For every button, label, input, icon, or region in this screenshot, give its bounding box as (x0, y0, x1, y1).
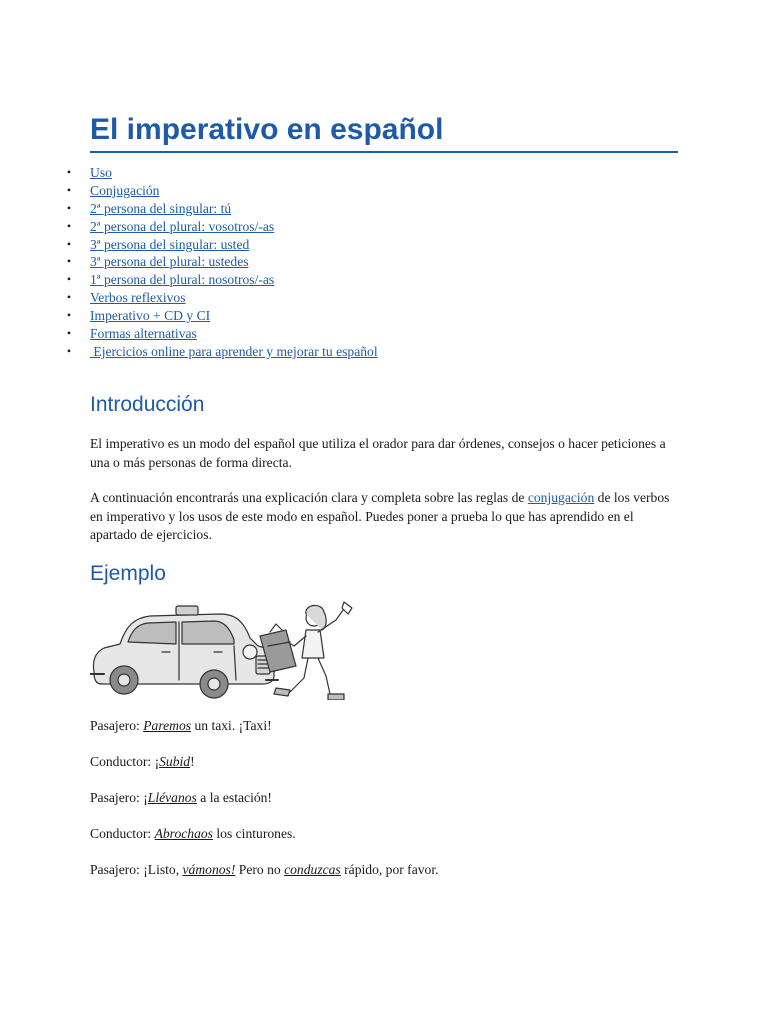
dialog-speaker: Conductor: (90, 754, 155, 769)
bullet-icon: • (66, 308, 72, 323)
toc-link-ejercicios[interactable]: Ejercicios online para aprender y mejorar tu español (90, 343, 378, 359)
dialog-line-1 (90, 717, 272, 735)
taxi-passenger-illustration (90, 600, 358, 700)
intro-paragraph-2-end: de los verbos en imperativo y los usos de este modo en español. Puedes poner a prueba lo que has aprendido en el apartado de ejercicios. (90, 490, 670, 542)
toc-link-tercera-plural[interactable]: 3ª persona del plural: ustedes (90, 254, 249, 270)
imperative-verb: vámonos! (182, 862, 236, 877)
dialog-mid: Pero no (235, 862, 285, 877)
bullet-icon: • (66, 290, 72, 305)
bullet-icon: • (66, 165, 72, 179)
intro-paragraph-2 (90, 489, 680, 545)
section-heading-ejemplo: Ejemplo (90, 562, 166, 585)
toc-link-segunda-plural[interactable]: 2ª persona del plural: vosotros/-as (90, 218, 275, 234)
bullet-icon: • (66, 182, 72, 197)
imperative-verb: Abrochaos (154, 826, 213, 841)
toc-link-tercera-singular[interactable]: 3ª persona del singular: usted (90, 236, 250, 252)
imperative-verb: Llévanos (147, 790, 197, 805)
bullet-icon: • (66, 200, 72, 215)
toc-link-uso[interactable]: Uso (90, 165, 112, 180)
imperative-verb: Subid (159, 754, 191, 769)
toc-link-segunda-singular[interactable]: 2ª persona del singular: tú (90, 200, 232, 216)
toc-link-reflexivos[interactable]: Verbos reflexivos (90, 290, 186, 306)
dialog-line-4 (90, 825, 296, 843)
dialog-pre: ¡ (154, 754, 160, 769)
imperative-verb: Paremos (143, 718, 192, 733)
dialog-speaker: Pasajero: (90, 862, 144, 877)
toc-link-primera-plural[interactable]: 1ª persona del plural: nosotros/-as (90, 272, 275, 288)
dialog-post: un taxi. ¡Taxi! (191, 718, 272, 733)
dialog-speaker: Conductor: (90, 826, 155, 841)
dialog-speaker: Pasajero: (90, 790, 144, 805)
bullet-icon: • (66, 343, 72, 358)
dialog-post: ! (190, 754, 195, 769)
dialog-post: rápido, por favor. (340, 862, 439, 877)
dialog-post: a la estación! (196, 790, 272, 805)
dialog-line-5 (90, 861, 439, 879)
intro-paragraph-1: El imperativo es un modo del español que utiliza el orador para dar órdenes, consejos o hacer peticiones a una o más personas de forma directa. (90, 436, 666, 470)
link-conjugacion[interactable]: conjugación (527, 490, 595, 505)
bullet-icon: • (66, 218, 72, 233)
bullet-icon: • (66, 254, 72, 269)
imperative-verb: conduzcas (284, 862, 341, 877)
section-heading-introduccion: Introducción (90, 393, 205, 416)
dialog-speaker: Pasajero: (90, 718, 144, 733)
dialog-pre: ¡Listo, (143, 862, 183, 877)
bullet-icon: • (66, 236, 72, 251)
toc-link-formas-alternativas[interactable]: Formas alternativas (90, 326, 197, 342)
dialog-post: los cinturones. (212, 826, 296, 841)
toc-link-conjugacion[interactable]: Conjugación (90, 182, 160, 198)
dialog-line-3 (90, 789, 272, 807)
intro-paragraph-2-start: A continuación encontrarás una explicación clara y completa sobre las reglas de (90, 490, 528, 505)
bullet-icon: • (66, 326, 72, 341)
bullet-icon: • (66, 272, 72, 287)
dialog-line-2 (90, 753, 195, 771)
toc-link-cd-ci[interactable]: Imperativo + CD y CI (90, 308, 211, 324)
page-title: El imperativo en español (90, 110, 678, 153)
dialog-pre: ¡ (143, 790, 148, 805)
